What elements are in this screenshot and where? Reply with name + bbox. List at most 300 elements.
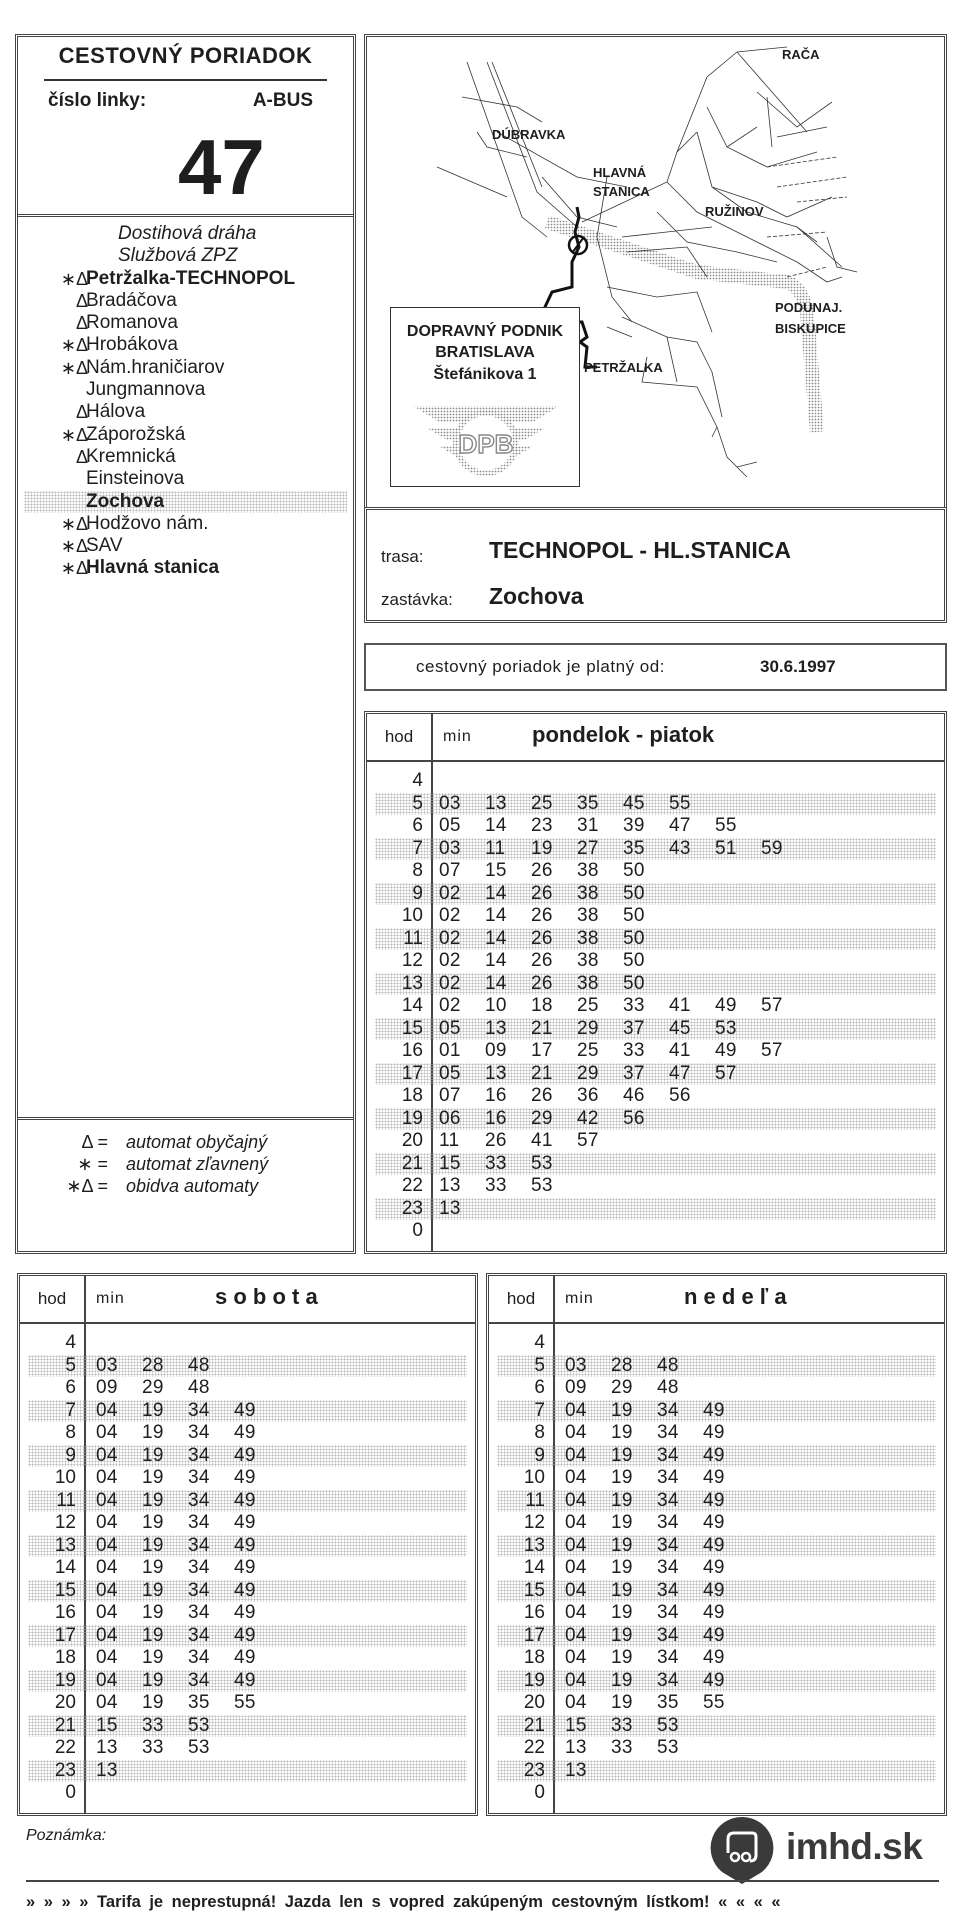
stop-name: Bradáčova [86,289,177,311]
timetable-row [367,905,944,928]
minutes-cell [439,1153,577,1175]
hour-cell: 13 [523,1534,545,1556]
departure-minute: 04 [565,1399,587,1421]
minutes-cell [96,1400,280,1422]
timetable-row [28,1400,467,1423]
departure-minute: 05 [439,815,461,836]
hour-cell: 16 [54,1602,76,1623]
departure-minute: 49 [703,1624,725,1646]
departure-minute: 34 [657,1512,679,1533]
departure-minute: 14 [485,882,507,904]
departure-minute: 50 [623,927,645,949]
departure-minute: 14 [485,815,507,836]
departure-minute: 02 [439,927,461,949]
minutes-cell [439,883,669,905]
minutes-cell [439,905,669,927]
timetable-row [367,1220,944,1243]
minutes-cell [565,1557,749,1579]
departure-minute: 35 [657,1692,679,1713]
hour-cell: 15 [54,1579,76,1601]
departure-minute: 17 [531,1040,553,1061]
hour-cell: 10 [401,905,423,926]
timetable-row [497,1625,936,1648]
hour-cell: 12 [401,950,423,971]
departure-minute: 16 [485,1107,507,1129]
minutes-cell [439,793,715,815]
hour-cell: 0 [65,1782,76,1803]
hour-cell: 17 [54,1624,76,1646]
minute-header: min [565,1290,594,1307]
stop-item [18,245,353,267]
departure-minute: 19 [611,1647,633,1668]
stop-item [18,312,353,334]
departure-minute: 29 [577,1017,599,1039]
stop-item [18,446,353,468]
hour-cell: 14 [401,995,423,1016]
departure-minute: 37 [623,1062,645,1084]
departure-minute: 04 [565,1444,587,1466]
departure-minute: 35 [577,792,599,814]
map-label-podunaj: PODUNAJ. [775,300,843,315]
operator-address: Štefánikova 1 [433,366,537,383]
hour-cell: 7 [65,1399,76,1421]
header-divider [367,760,944,762]
stop-name: Hrobákova [86,334,178,356]
minutes-cell [96,1535,280,1557]
ticket-machine-symbol: ∗Δ [60,558,88,579]
timetable-row [20,1782,475,1805]
departure-minute: 34 [188,1647,210,1668]
departure-minute: 19 [611,1557,633,1578]
departure-minute: 51 [715,837,737,859]
departure-minute: 41 [669,995,691,1016]
hour-cell: 11 [525,1489,545,1511]
header-divider [20,1322,475,1324]
minutes-cell [565,1625,749,1647]
hour-cell: 4 [534,1332,545,1353]
timetable-rows [367,770,944,1243]
departure-minute: 19 [142,1467,164,1488]
departure-minute: 53 [531,1175,553,1196]
departure-minute: 38 [577,905,599,926]
timetable-row [20,1377,475,1400]
departure-minute: 15 [485,860,507,881]
departure-minute: 33 [623,1040,645,1061]
departure-minute: 38 [577,950,599,971]
departure-minute: 50 [623,882,645,904]
timetable-row [497,1490,936,1513]
minutes-cell [439,1175,577,1197]
departure-minute: 04 [565,1692,587,1713]
departure-minute: 34 [188,1624,210,1646]
departure-minute: 13 [485,1017,507,1039]
legend-text: automat obyčajný [126,1132,268,1152]
departure-minute: 19 [142,1602,164,1623]
departure-minute: 07 [439,1085,461,1106]
minutes-cell [439,860,669,882]
departure-minute: 11 [439,1130,460,1151]
departure-minute: 33 [485,1152,507,1174]
departure-minute: 34 [657,1534,679,1556]
dpb-logo [413,398,559,478]
legend-text: automat zľavnený [126,1154,269,1174]
minutes-cell [565,1715,703,1737]
departure-minute: 43 [669,837,691,859]
departure-minute: 34 [188,1579,210,1601]
day-type-header: n e d e ľ a [684,1284,787,1309]
departure-minute: 14 [485,927,507,949]
hour-cell: 13 [401,972,423,994]
departure-minute: 49 [234,1444,256,1466]
hour-cell: 12 [54,1512,76,1533]
stop-item-current [24,491,347,513]
departure-minute: 29 [531,1107,553,1129]
timetable-row [489,1602,944,1625]
minutes-cell [96,1670,280,1692]
departure-minute: 53 [715,1017,737,1039]
stop-name: Hlavná stanica [86,557,220,579]
timetable-row [28,1535,467,1558]
departure-minute: 34 [188,1534,210,1556]
departure-minute: 33 [485,1175,507,1196]
departure-minute: 01 [439,1040,461,1061]
hour-cell: 13 [54,1534,76,1556]
minutes-cell [565,1737,703,1759]
departure-minute: 38 [577,860,599,881]
departure-minute: 02 [439,905,461,926]
departure-minute: 33 [611,1737,633,1758]
departure-minute: 26 [485,1130,507,1151]
departure-minute: 02 [439,995,461,1016]
departure-minute: 57 [761,995,783,1016]
departure-minute: 26 [531,950,553,971]
departure-minute: 34 [657,1669,679,1691]
departure-minute: 55 [669,792,691,814]
minutes-cell [96,1355,234,1377]
departure-minute: 49 [715,995,737,1016]
stop-item [18,401,353,423]
hour-cell: 17 [401,1062,423,1084]
timetable-row [497,1535,936,1558]
minutes-cell [565,1422,749,1444]
departure-minute: 49 [703,1669,725,1691]
departure-minute: 04 [565,1624,587,1646]
departure-minute: 04 [96,1467,118,1488]
hour-cell: 23 [523,1759,545,1781]
hour-cell: 19 [523,1669,545,1691]
hour-cell: 4 [412,770,423,791]
departure-minute: 49 [234,1399,256,1421]
timetable-row [367,815,944,838]
map-label-dubravka: DÚBRAVKA [492,127,566,142]
line-number: 47 [178,123,265,211]
ticket-machine-symbol: Δ [75,446,88,467]
minutes-cell [565,1760,611,1782]
departure-minute: 04 [96,1489,118,1511]
departure-minute: 05 [439,1062,461,1084]
departure-minute: 15 [565,1714,587,1736]
departure-minute: 49 [703,1489,725,1511]
departure-minute: 04 [565,1579,587,1601]
minutes-cell [96,1692,280,1714]
timetable-row [28,1625,467,1648]
departure-minute: 34 [657,1399,679,1421]
departure-minute: 38 [577,927,599,949]
timetable-row [20,1332,475,1355]
ticket-machine-symbol: Δ [75,313,88,334]
departure-minute: 19 [611,1444,633,1466]
departure-minute: 49 [234,1669,256,1691]
departure-minute: 34 [188,1489,210,1511]
departure-minute: 45 [669,1017,691,1039]
minutes-cell [439,1040,807,1062]
operator-box [390,307,580,487]
departure-minute: 49 [234,1512,256,1533]
hour-cell: 0 [412,1220,423,1241]
departure-minute: 57 [715,1062,737,1084]
validity-date: 30.6.1997 [760,657,836,676]
timetable-row [375,1198,936,1221]
departure-minute: 31 [577,815,599,836]
departure-minute: 04 [565,1512,587,1533]
footer-rule [26,1880,939,1882]
departure-minute: 49 [703,1557,725,1578]
ticket-machine-symbol: ∗Δ [60,513,88,534]
departure-minute: 49 [703,1444,725,1466]
departure-minute: 34 [188,1444,210,1466]
departure-minute: 04 [96,1534,118,1556]
departure-minute: 04 [565,1647,587,1668]
hour-cell: 5 [534,1354,545,1376]
timetable-row [28,1760,467,1783]
departure-minute: 46 [623,1085,645,1106]
departure-minute: 19 [611,1624,633,1646]
minutes-cell [439,1198,485,1220]
departure-minute: 19 [142,1692,164,1713]
hour-cell: 9 [412,882,423,904]
departure-minute: 06 [439,1107,461,1129]
timetable-row [489,1512,944,1535]
timetable-saturday [17,1273,478,1816]
minutes-cell [565,1467,749,1489]
timetable-row [375,1018,936,1041]
departure-minute: 19 [611,1579,633,1601]
departure-minute: 57 [761,1040,783,1061]
hour-header: hod [506,1289,536,1308]
departure-minute: 19 [142,1557,164,1578]
dpb-logo-text: DPB [458,429,514,459]
departure-minute: 23 [531,815,553,836]
departure-minute: 33 [611,1714,633,1736]
departure-minute: 49 [703,1534,725,1556]
departure-minute: 47 [669,1062,691,1084]
departure-minute: 13 [485,1062,507,1084]
departure-minute: 34 [657,1579,679,1601]
stop-name: Hálova [86,401,146,423]
stop-name: Službová ZPZ [118,245,238,267]
hour-cell: 15 [401,1017,423,1039]
hour-cell: 5 [65,1354,76,1376]
departure-minute: 26 [531,927,553,949]
stop-list [18,223,353,580]
legend-item [18,1153,353,1175]
hour-cell: 4 [65,1332,76,1353]
timetable-row [20,1512,475,1535]
ticket-machine-symbol: ∗Δ [60,424,88,445]
departure-minute: 38 [577,972,599,994]
hour-cell: 14 [523,1557,545,1578]
timetable-row [497,1715,936,1738]
stop-name: Dostihová dráha [118,223,257,244]
departure-minute: 19 [611,1692,633,1713]
departure-minute: 49 [234,1647,256,1668]
departure-minute: 19 [142,1624,164,1646]
validity-box [364,643,947,691]
departure-minute: 13 [96,1759,118,1781]
departure-minute: 34 [188,1467,210,1488]
hour-cell: 8 [534,1422,545,1443]
departure-minute: 55 [715,815,737,836]
stop-name: Nám.hraničiarov [86,356,225,378]
departure-minute: 49 [703,1467,725,1488]
stop-name: Záporožská [86,423,186,445]
minutes-cell [439,950,669,972]
departure-minute: 49 [715,1040,737,1061]
timetable-row [367,860,944,883]
departure-minute: 57 [577,1130,599,1151]
minutes-cell [96,1422,280,1444]
departure-minute: 29 [611,1377,633,1398]
imhd-logo-icon [708,1815,776,1885]
departure-minute: 34 [188,1602,210,1623]
minutes-cell [96,1580,280,1602]
hour-cell: 6 [412,815,423,836]
operator-name: DOPRAVNÝ PODNIK [406,323,564,340]
hour-cell: 22 [401,1175,423,1196]
minutes-cell [565,1512,749,1534]
stop-item [18,357,353,379]
timetable-rows [489,1332,944,1805]
legend [18,1131,353,1197]
timetable-row [489,1467,944,1490]
hour-cell: 18 [523,1647,545,1668]
stop-name: Einsteinova [86,468,185,490]
departure-minute: 48 [188,1377,210,1398]
departure-minute: 04 [565,1467,587,1488]
timetable-row [375,838,936,861]
departure-minute: 34 [188,1557,210,1578]
stops-panel [15,34,356,1254]
departure-minute: 35 [623,837,645,859]
minutes-cell [565,1580,749,1602]
departure-minute: 56 [669,1085,691,1106]
departure-minute: 19 [142,1399,164,1421]
departure-minute: 04 [565,1534,587,1556]
departure-minute: 49 [234,1422,256,1443]
ticket-machine-symbol: ∗Δ [60,335,88,356]
departure-minute: 03 [96,1354,118,1376]
departure-minute: 34 [657,1422,679,1443]
departure-minute: 26 [531,905,553,926]
departure-minute: 50 [623,950,645,971]
departure-minute: 34 [188,1422,210,1443]
departure-minute: 34 [657,1647,679,1668]
map-label-hlavna: HLAVNÁ [593,165,647,180]
timetable-row [489,1422,944,1445]
departure-minute: 19 [142,1669,164,1691]
departure-minute: 26 [531,882,553,904]
timetable-row [367,950,944,973]
departure-minute: 39 [623,815,645,836]
timetable-row [375,793,936,816]
departure-minute: 04 [96,1692,118,1713]
departure-minute: 14 [485,950,507,971]
timetable-row [489,1737,944,1760]
departure-minute: 21 [531,1062,553,1084]
departure-minute: 19 [611,1512,633,1533]
minutes-cell [439,815,761,837]
departure-minute: 04 [96,1512,118,1533]
timetable-row [497,1580,936,1603]
minutes-cell [565,1445,749,1467]
minutes-cell [96,1377,234,1399]
departure-minute: 53 [657,1737,679,1758]
departure-minute: 04 [96,1399,118,1421]
stop-item [18,379,353,401]
departure-minute: 48 [188,1354,210,1376]
timetable-row [20,1737,475,1760]
departure-minute: 03 [565,1354,587,1376]
departure-minute: 02 [439,972,461,994]
departure-minute: 55 [703,1692,725,1713]
timetable-row [367,1130,944,1153]
departure-minute: 50 [623,972,645,994]
departure-minute: 25 [531,792,553,814]
hour-cell: 10 [54,1467,76,1488]
departure-minute: 45 [623,792,645,814]
hour-header: hod [384,727,414,746]
minutes-cell [439,838,807,860]
departure-minute: 59 [761,837,783,859]
departure-minute: 25 [577,995,599,1016]
departure-minute: 41 [669,1040,691,1061]
departure-minute: 04 [96,1669,118,1691]
stop-item [18,535,353,557]
timetable-row [375,928,936,951]
timetable-row [375,883,936,906]
departure-minute: 29 [142,1377,164,1398]
hour-cell: 17 [523,1624,545,1646]
departure-minute: 36 [577,1085,599,1106]
minutes-cell [96,1467,280,1489]
timetable-row [20,1647,475,1670]
departure-minute: 34 [657,1444,679,1466]
hour-cell: 21 [401,1152,423,1174]
minutes-cell [439,995,807,1017]
ticket-machine-symbol: ∗Δ [60,536,88,557]
departure-minute: 50 [623,860,645,881]
minutes-cell [565,1647,749,1669]
stop-name: Zochova [86,490,165,512]
departure-minute: 48 [657,1377,679,1398]
departure-minute: 15 [439,1152,461,1174]
departure-minute: 53 [531,1152,553,1174]
ticket-machine-symbol: Δ [75,402,88,423]
departure-minute: 42 [577,1107,599,1129]
timetable-title: CESTOVNÝ PORIADOK [58,43,313,68]
departure-minute: 56 [623,1107,645,1129]
legend-symbol: ∗Δ = [66,1176,108,1196]
